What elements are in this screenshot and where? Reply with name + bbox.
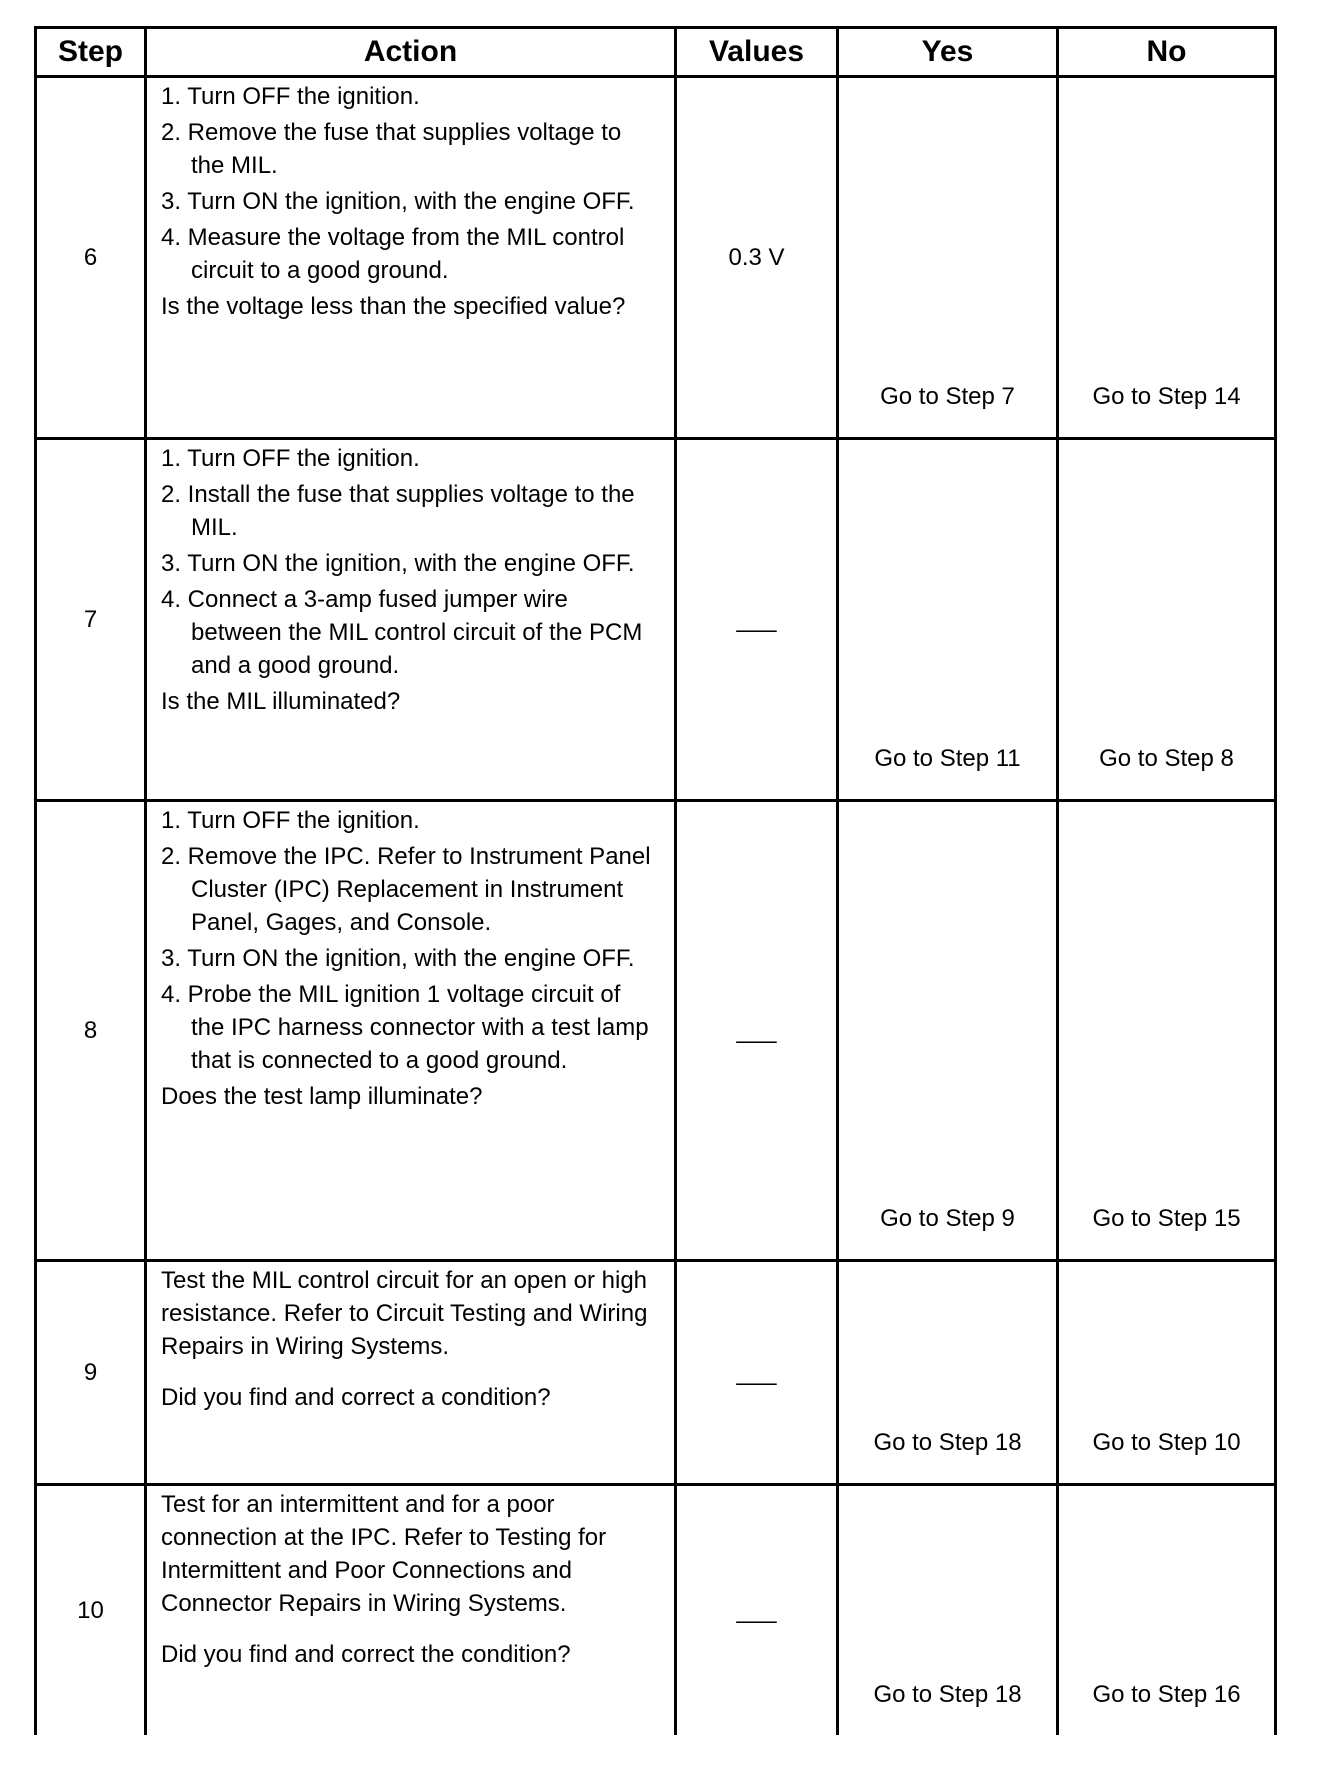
value-cell: 0.3 V [676, 77, 838, 439]
action-cell [146, 801, 676, 1261]
yes-cell: Go to Step 18 [838, 1485, 1058, 1735]
action-question: Is the voltage less than the specified value? [161, 293, 626, 320]
step-number: 10 [36, 1485, 146, 1735]
action-item: 1. Turn OFF the ignition. [161, 83, 420, 110]
action-cell [146, 77, 676, 439]
action-item: 4. Connect a 3-amp fused jumper wire between the MIL control circuit of the PCM and a good ground. [161, 586, 643, 679]
yes-cell: Go to Step 18 [838, 1261, 1058, 1485]
header-row [36, 28, 1276, 77]
header-values: Values [676, 28, 838, 77]
no-cell: Go to Step 15 [1058, 801, 1276, 1261]
action-item: 2. Remove the fuse that supplies voltage to the MIL. [161, 119, 622, 179]
action-text: Test the MIL control circuit for an open or high resistance. Refer to Circuit Testing and Wiring Repairs in Wiring Systems. [161, 1267, 648, 1360]
step-number: 6 [36, 77, 146, 439]
action-item: 3. Turn ON the ignition, with the engine OFF. [161, 188, 635, 215]
action-question: Did you find and correct a condition? [161, 1384, 551, 1411]
action-item: 3. Turn ON the ignition, with the engine OFF. [161, 550, 635, 577]
action-item: 2. Remove the IPC. Refer to Instrument Panel Cluster (IPC) Replacement in Instrument Panel, Gages, and Console. [161, 843, 651, 936]
action-item: 3. Turn ON the ignition, with the engine OFF. [161, 945, 635, 972]
table-row [36, 1261, 1276, 1485]
yes-cell: Go to Step 11 [838, 439, 1058, 801]
action-cell [146, 1485, 676, 1735]
step-number: 7 [36, 439, 146, 801]
action-cell [146, 439, 676, 801]
header-no: No [1058, 28, 1276, 77]
action-text: Test for an intermittent and for a poor connection at the IPC. Refer to Testing for Intermittent and Poor Connections and Connector Repairs in Wiring Systems. [161, 1491, 607, 1617]
header-step: Step [36, 28, 146, 77]
no-cell: Go to Step 16 [1058, 1485, 1276, 1735]
value-cell: ___ [676, 801, 838, 1261]
step-number: 8 [36, 801, 146, 1261]
action-item: 4. Measure the voltage from the MIL control circuit to a good ground. [161, 224, 625, 284]
no-cell: Go to Step 8 [1058, 439, 1276, 801]
table-row [36, 801, 1276, 1261]
table-row [36, 1485, 1276, 1735]
table-row [36, 77, 1276, 439]
action-item: 2. Install the fuse that supplies voltage to the MIL. [161, 481, 635, 541]
diagnostic-table-frame [34, 26, 1274, 1764]
no-cell: Go to Step 14 [1058, 77, 1276, 439]
yes-cell: Go to Step 9 [838, 801, 1058, 1261]
yes-cell: Go to Step 7 [838, 77, 1058, 439]
action-item: 1. Turn OFF the ignition. [161, 445, 420, 472]
action-question: Did you find and correct the condition? [161, 1641, 571, 1668]
action-item: 1. Turn OFF the ignition. [161, 807, 420, 834]
step-number: 9 [36, 1261, 146, 1485]
diagnostic-table [34, 26, 1277, 1735]
header-yes: Yes [838, 28, 1058, 77]
value-cell: ___ [676, 439, 838, 801]
no-cell: Go to Step 10 [1058, 1261, 1276, 1485]
action-question: Does the test lamp illuminate? [161, 1083, 483, 1110]
value-cell: ___ [676, 1485, 838, 1735]
action-item: 4. Probe the MIL ignition 1 voltage circuit of the IPC harness connector with a test lamp that is connected to a good ground. [161, 981, 649, 1074]
header-action: Action [146, 28, 676, 77]
action-cell [146, 1261, 676, 1485]
action-question: Is the MIL illuminated? [161, 688, 401, 715]
table-row [36, 439, 1276, 801]
value-cell: ___ [676, 1261, 838, 1485]
